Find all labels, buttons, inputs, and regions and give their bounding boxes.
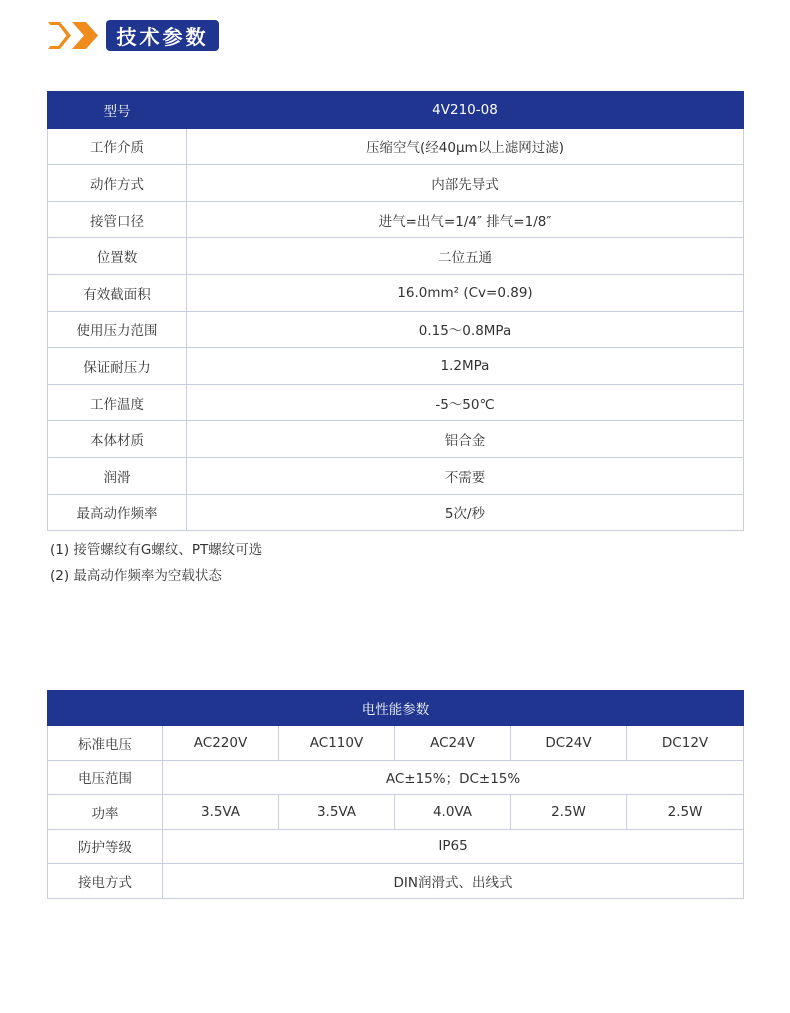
electrical-header-row (48, 691, 744, 726)
spec-label: 动作方式 (48, 165, 187, 202)
voltage-label: 标准电压 (48, 726, 163, 761)
spec-value: 二位五通 (187, 238, 744, 275)
table-row (48, 494, 744, 531)
table-row (48, 795, 744, 830)
spec-label: 工作温度 (48, 384, 187, 421)
spec-label: 位置数 (48, 238, 187, 275)
table-row (48, 726, 744, 761)
protection-label: 防护等级 (48, 829, 163, 864)
table-row (48, 128, 744, 165)
spec-table (47, 91, 744, 531)
power-label: 功率 (48, 795, 163, 830)
spec-value: 0.15～0.8MPa (187, 311, 744, 348)
section-title: 技术参数 (106, 20, 219, 51)
voltage-value: DC24V (511, 726, 627, 761)
spec-label: 有效截面积 (48, 274, 187, 311)
range-value: AC±15%；DC±15% (163, 760, 744, 795)
spec-label: 润滑 (48, 457, 187, 494)
protection-value: IP65 (163, 829, 744, 864)
table-row (48, 201, 744, 238)
power-value: 3.5VA (163, 795, 279, 830)
table-row (48, 165, 744, 202)
electrical-title: 电性能参数 (48, 691, 744, 726)
spec-header-label: 型号 (48, 92, 187, 129)
spec-label: 本体材质 (48, 421, 187, 458)
spec-label: 使用压力范围 (48, 311, 187, 348)
table-row (48, 311, 744, 348)
connection-label: 接电方式 (48, 864, 163, 899)
spec-value: 5次/秒 (187, 494, 744, 531)
spec-label: 工作介质 (48, 128, 187, 165)
spec-value: 16.0mm² (Cv=0.89) (187, 274, 744, 311)
voltage-value: DC12V (627, 726, 744, 761)
spec-value: 进气=出气=1/4″ 排气=1/8″ (187, 201, 744, 238)
chevron-icon (46, 20, 104, 51)
power-value: 2.5W (627, 795, 744, 830)
note-item: (2) 最高动作频率为空载状态 (50, 568, 222, 584)
spec-value: 铝合金 (187, 421, 744, 458)
table-row (48, 829, 744, 864)
spec-header-row (48, 92, 744, 129)
spec-value: 压缩空气(经40μm以上滤网过滤) (187, 128, 744, 165)
spec-label: 保证耐压力 (48, 348, 187, 385)
table-row (48, 384, 744, 421)
table-row (48, 457, 744, 494)
voltage-value: AC24V (395, 726, 511, 761)
power-value: 2.5W (511, 795, 627, 830)
notes (50, 537, 262, 589)
power-value: 4.0VA (395, 795, 511, 830)
table-row (48, 348, 744, 385)
power-value: 3.5VA (279, 795, 395, 830)
table-row (48, 421, 744, 458)
voltage-value: AC110V (279, 726, 395, 761)
spec-label: 最高动作频率 (48, 494, 187, 531)
table-row (48, 238, 744, 275)
spec-value: 1.2MPa (187, 348, 744, 385)
range-label: 电压范围 (48, 760, 163, 795)
spec-value: -5～50℃ (187, 384, 744, 421)
spec-value: 不需要 (187, 457, 744, 494)
note-item: (1) 接管螺纹有G螺纹、PT螺纹可选 (50, 542, 263, 558)
spec-label: 接管口径 (48, 201, 187, 238)
spec-value: 内部先导式 (187, 165, 744, 202)
table-row (48, 274, 744, 311)
connection-value: DIN润滑式、出线式 (163, 864, 744, 899)
spec-header-value: 4V210-08 (187, 92, 744, 129)
voltage-value: AC220V (163, 726, 279, 761)
electrical-table (47, 690, 744, 899)
table-row (48, 864, 744, 899)
table-row (48, 760, 744, 795)
